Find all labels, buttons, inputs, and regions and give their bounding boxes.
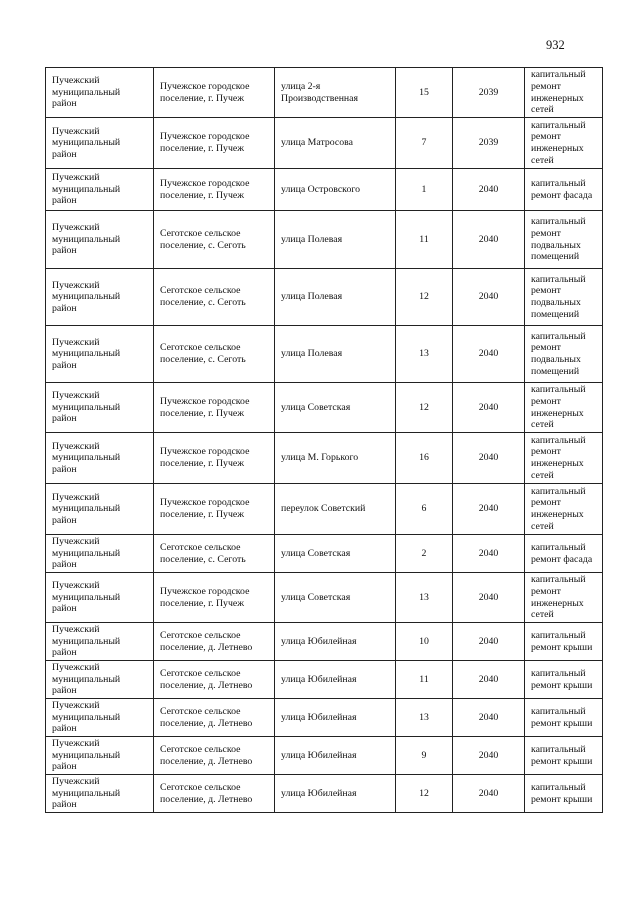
- year-cell: 2040: [453, 699, 525, 737]
- year-cell: 2040: [453, 623, 525, 661]
- table-row: [46, 573, 603, 623]
- work-type-cell: капитальный ремонт крыши: [525, 623, 603, 661]
- district-cell: Пучежский муниципальный район: [46, 68, 154, 118]
- settlement-cell: Сеготское сельское поселение, с. Сеготь: [154, 535, 275, 573]
- district-cell: Пучежский муниципальный район: [46, 661, 154, 699]
- work-type-cell: капитальный ремонт инженерных сетей: [525, 383, 603, 433]
- table-row: [46, 383, 603, 433]
- settlement-cell: Сеготское сельское поселение, д. Летнево: [154, 775, 275, 813]
- settlement-cell: Пучежское городское поселение, г. Пучеж: [154, 383, 275, 433]
- year-cell: 2040: [453, 269, 525, 326]
- table-row: [46, 737, 603, 775]
- street-cell: улица Советская: [275, 535, 396, 573]
- year-cell: 2040: [453, 775, 525, 813]
- work-type-cell: капитальный ремонт инженерных сетей: [525, 433, 603, 484]
- work-type-cell: капитальный ремонт инженерных сетей: [525, 118, 603, 169]
- settlement-cell: Сеготское сельское поселение, с. Сеготь: [154, 326, 275, 383]
- house-number-cell: 11: [396, 661, 453, 699]
- street-cell: улица Советская: [275, 573, 396, 623]
- house-number-cell: 11: [396, 211, 453, 269]
- year-cell: 2040: [453, 383, 525, 433]
- table-row: [46, 775, 603, 813]
- street-cell: улица 2-я Производственная: [275, 68, 396, 118]
- year-cell: 2040: [453, 484, 525, 535]
- table-row: [46, 484, 603, 535]
- year-cell: 2040: [453, 211, 525, 269]
- house-number-cell: 13: [396, 573, 453, 623]
- settlement-cell: Сеготское сельское поселение, д. Летнево: [154, 737, 275, 775]
- district-cell: Пучежский муниципальный район: [46, 326, 154, 383]
- table-row: [46, 68, 603, 118]
- house-number-cell: 6: [396, 484, 453, 535]
- street-cell: улица Юбилейная: [275, 737, 396, 775]
- street-cell: улица Матросова: [275, 118, 396, 169]
- street-cell: улица Полевая: [275, 326, 396, 383]
- settlement-cell: Пучежское городское поселение, г. Пучеж: [154, 573, 275, 623]
- work-type-cell: капитальный ремонт инженерных сетей: [525, 573, 603, 623]
- district-cell: Пучежский муниципальный район: [46, 737, 154, 775]
- year-cell: 2040: [453, 326, 525, 383]
- settlement-cell: Пучежское городское поселение, г. Пучеж: [154, 433, 275, 484]
- work-type-cell: капитальный ремонт фасада: [525, 535, 603, 573]
- table-row: [46, 623, 603, 661]
- table-body: [46, 68, 603, 813]
- street-cell: улица Юбилейная: [275, 775, 396, 813]
- street-cell: улица Полевая: [275, 211, 396, 269]
- settlement-cell: Пучежское городское поселение, г. Пучеж: [154, 68, 275, 118]
- work-type-cell: капитальный ремонт крыши: [525, 699, 603, 737]
- district-cell: Пучежский муниципальный район: [46, 169, 154, 211]
- year-cell: 2039: [453, 118, 525, 169]
- work-type-cell: капитальный ремонт фасада: [525, 169, 603, 211]
- work-type-cell: капитальный ремонт подвальных помещений: [525, 326, 603, 383]
- district-cell: Пучежский муниципальный район: [46, 118, 154, 169]
- settlement-cell: Сеготское сельское поселение, с. Сеготь: [154, 269, 275, 326]
- table-row: [46, 169, 603, 211]
- district-cell: Пучежский муниципальный район: [46, 383, 154, 433]
- work-type-cell: капитальный ремонт инженерных сетей: [525, 484, 603, 535]
- work-type-cell: капитальный ремонт подвальных помещений: [525, 269, 603, 326]
- house-number-cell: 7: [396, 118, 453, 169]
- settlement-cell: Пучежское городское поселение, г. Пучеж: [154, 169, 275, 211]
- district-cell: Пучежский муниципальный район: [46, 535, 154, 573]
- house-number-cell: 12: [396, 383, 453, 433]
- district-cell: Пучежский муниципальный район: [46, 211, 154, 269]
- street-cell: улица Советская: [275, 383, 396, 433]
- work-type-cell: капитальный ремонт крыши: [525, 737, 603, 775]
- house-number-cell: 12: [396, 269, 453, 326]
- settlement-cell: Сеготское сельское поселение, д. Летнево: [154, 699, 275, 737]
- district-cell: Пучежский муниципальный район: [46, 573, 154, 623]
- year-cell: 2040: [453, 433, 525, 484]
- house-number-cell: 13: [396, 326, 453, 383]
- year-cell: 2040: [453, 573, 525, 623]
- street-cell: улица Юбилейная: [275, 623, 396, 661]
- year-cell: 2040: [453, 535, 525, 573]
- house-number-cell: 9: [396, 737, 453, 775]
- table-row: [46, 661, 603, 699]
- street-cell: улица Островского: [275, 169, 396, 211]
- settlement-cell: Пучежское городское поселение, г. Пучеж: [154, 118, 275, 169]
- table-row: [46, 433, 603, 484]
- settlement-cell: Пучежское городское поселение, г. Пучеж: [154, 484, 275, 535]
- table-row: [46, 535, 603, 573]
- house-number-cell: 10: [396, 623, 453, 661]
- work-type-cell: капитальный ремонт крыши: [525, 775, 603, 813]
- house-number-cell: 1: [396, 169, 453, 211]
- district-cell: Пучежский муниципальный район: [46, 484, 154, 535]
- year-cell: 2040: [453, 661, 525, 699]
- table-row: [46, 118, 603, 169]
- street-cell: улица Юбилейная: [275, 699, 396, 737]
- page-number: 932: [546, 38, 565, 52]
- house-number-cell: 12: [396, 775, 453, 813]
- year-cell: 2039: [453, 68, 525, 118]
- house-number-cell: 2: [396, 535, 453, 573]
- year-cell: 2040: [453, 737, 525, 775]
- street-cell: переулок Советский: [275, 484, 396, 535]
- street-cell: улица М. Горького: [275, 433, 396, 484]
- table-row: [46, 326, 603, 383]
- district-cell: Пучежский муниципальный район: [46, 623, 154, 661]
- table-row: [46, 211, 603, 269]
- settlement-cell: Сеготское сельское поселение, с. Сеготь: [154, 211, 275, 269]
- table-row: [46, 699, 603, 737]
- house-number-cell: 16: [396, 433, 453, 484]
- work-type-cell: капитальный ремонт крыши: [525, 661, 603, 699]
- settlement-cell: Сеготское сельское поселение, д. Летнево: [154, 623, 275, 661]
- house-number-cell: 13: [396, 699, 453, 737]
- street-cell: улица Юбилейная: [275, 661, 396, 699]
- district-cell: Пучежский муниципальный район: [46, 699, 154, 737]
- house-number-cell: 15: [396, 68, 453, 118]
- district-cell: Пучежский муниципальный район: [46, 269, 154, 326]
- table-row: [46, 269, 603, 326]
- year-cell: 2040: [453, 169, 525, 211]
- district-cell: Пучежский муниципальный район: [46, 433, 154, 484]
- work-type-cell: капитальный ремонт инженерных сетей: [525, 68, 603, 118]
- district-cell: Пучежский муниципальный район: [46, 775, 154, 813]
- housing-repair-table: [45, 67, 603, 813]
- settlement-cell: Сеготское сельское поселение, д. Летнево: [154, 661, 275, 699]
- street-cell: улица Полевая: [275, 269, 396, 326]
- work-type-cell: капитальный ремонт подвальных помещений: [525, 211, 603, 269]
